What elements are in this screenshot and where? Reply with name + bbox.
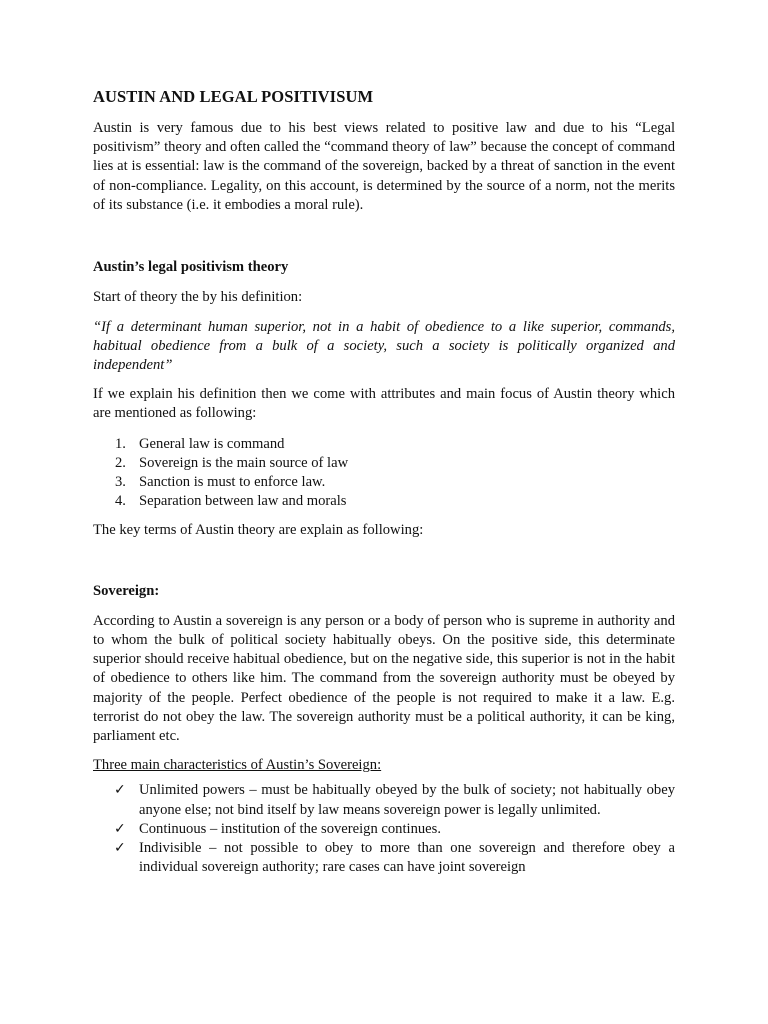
list-item-text: Separation between law and morals — [139, 493, 347, 510]
attributes-list — [93, 435, 675, 512]
sovereign-heading: Sovereign: — [93, 582, 160, 599]
list-number: 2. — [115, 454, 126, 471]
list-item-text: Unlimited powers – must be habitually obeyed by the bulk of society; not habitually obey anyone else; not bind itself by law means sovereign power is legally unlimited. — [139, 782, 675, 818]
sovereign-paragraph: According to Austin a sovereign is any person or a body of person who is supreme in authority and to whom the bulk of political society habitually obeys. On the positive side, this determinate superior should receive habitual obedience, but on the negative side, this superior is not in the habit of obedience to others like him. The command from the sovereign authority must be obeyed by majority of the people. Perfect obedience of the people is not required to make it a law. E.g. terrorist do not obey the law. The sovereign authority must be a political authority, it can be king, parliament etc. — [93, 612, 675, 745]
theory-heading: Austin’s legal positivism theory — [93, 259, 289, 276]
checkmark-icon: ✓ — [114, 840, 126, 857]
characteristics-heading: Three main characteristics of Austin’s Sovereign: — [93, 757, 382, 774]
list-item-text: Sovereign is the main source of law — [139, 454, 349, 471]
key-terms-paragraph: The key terms of Austin theory are explain as following: — [93, 522, 424, 539]
list-item-text: Continuous – institution of the sovereign continues. — [139, 820, 441, 837]
list-item — [93, 839, 675, 877]
list-item — [93, 473, 675, 492]
document-page — [93, 86, 675, 877]
list-item — [93, 435, 675, 454]
list-item-text: General law is command — [139, 435, 285, 452]
list-item — [93, 454, 675, 473]
characteristics-list — [93, 781, 675, 877]
intro-paragraph: Austin is very famous due to his best views related to positive law and due to his “Legal positivism” theory and often called the “command theory of law” because the concept of command lies at is essential: law is the command of the sovereign, backed by a threat of sanction in the event of non-compliance. Legality, on this account, is determined by the source of a norm, not the merits of its substance (i.e. it embodies a moral rule). — [93, 120, 675, 213]
theory-start-paragraph: Start of theory the by his definition: — [93, 289, 303, 306]
list-number: 3. — [115, 474, 126, 491]
explain-paragraph: If we explain his definition then we come with attributes and main focus of Austin theory which are mentioned as following: — [93, 386, 675, 422]
checkmark-icon: ✓ — [114, 820, 126, 837]
list-number: 4. — [115, 493, 126, 510]
definition-quote: “If a determinant human superior, not in a habit of obedience to a like superior, commands, habitual obedience from a bulk of a society, such a society is politically organized and independent” — [93, 319, 675, 373]
list-item — [93, 820, 675, 839]
list-item — [93, 781, 675, 819]
checkmark-icon: ✓ — [114, 782, 126, 799]
document-title: AUSTIN AND LEGAL POSITIVISUM — [93, 87, 374, 106]
list-number: 1. — [115, 435, 126, 452]
list-item-text: Indivisible – not possible to obey to more than one sovereign and therefore obey a individual sovereign authority; rare cases can have joint sovereign — [139, 840, 675, 876]
list-item — [93, 492, 675, 511]
list-item-text: Sanction is must to enforce law. — [139, 474, 326, 491]
